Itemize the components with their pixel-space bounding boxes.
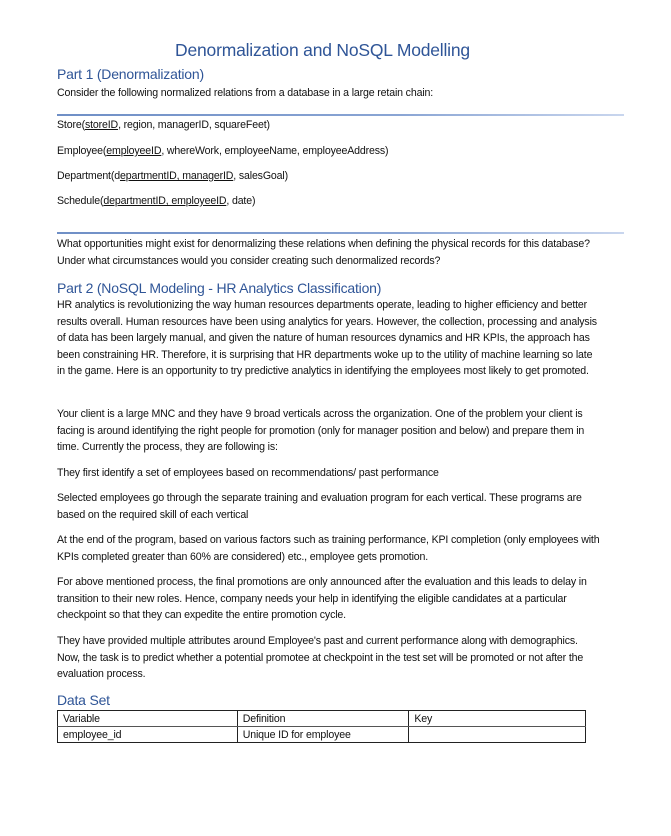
relation-name: Employee( — [57, 145, 107, 157]
relation-key: departmentID, employeeID — [103, 195, 227, 207]
column-header-key: Key — [409, 711, 586, 727]
cell-key — [409, 727, 586, 743]
dataset-heading: Data Set — [57, 692, 110, 708]
relation-attributes: , region, managerID, squareFeet) — [118, 119, 270, 131]
divider-bottom — [57, 232, 624, 234]
relation-name: Store( — [57, 119, 85, 131]
dataset-table — [57, 710, 586, 743]
part2-paragraph: At the end of the program, based on various factors such as training performance, KPI completion (only employees with KPIs completed greater than 60% are considered) etc., employee gets promotion. — [57, 534, 600, 563]
part2-paragraph: Selected employees go through the separate training and evaluation program for each vertical. These programs are based on the required skill of each vertical — [57, 492, 582, 521]
part2-paragraph: For above mentioned process, the final promotions are only announced after the evaluation and this leads to delay in transition to their new roles. Hence, company needs your help in identifying the eligible candidates at a particular checkpoint so that they can expedite the entire promotion cycle. — [57, 576, 587, 622]
relation-attributes: , whereWork, employeeName, employeeAddress) — [161, 145, 389, 157]
table-row — [58, 727, 586, 743]
relation-name: Department(d — [57, 170, 120, 182]
relation-department — [57, 170, 288, 182]
cell-definition: Unique ID for employee — [237, 727, 409, 743]
part1-heading: Part 1 (Denormalization) — [57, 66, 204, 82]
relation-key: storeID — [84, 119, 119, 131]
cell-variable: employee_id — [58, 727, 238, 743]
relation-attributes: , date) — [226, 195, 256, 207]
part2-heading: Part 2 (NoSQL Modeling - HR Analytics Classification) — [57, 280, 382, 296]
relation-name: Schedule( — [57, 195, 104, 207]
divider-top — [57, 114, 624, 116]
relation-schedule — [57, 195, 255, 207]
relation-store — [57, 119, 270, 131]
relation-key: epartmentID, managerID — [119, 170, 234, 182]
relation-key: employeeID — [106, 145, 162, 157]
relation-employee — [57, 145, 388, 157]
part2-paragraph: They have provided multiple attributes around Employee's past and current performance along with demographics. Now, the task is to predict whether a potential promotee at checkpoint in the test set will be promoted or not after the evaluation process. — [57, 635, 584, 681]
table-header-row — [58, 711, 586, 727]
column-header-variable: Variable — [58, 711, 238, 727]
part2-paragraph: Your client is a large MNC and they have 9 broad verticals across the organization. One of the problem your client is facing is around identifying the right people for promotion (only for manager position and below) and prepare them in time. Currently the process, they are following is: — [57, 408, 585, 454]
document-title: Denormalization and NoSQL Modelling — [175, 40, 470, 60]
column-header-definition: Definition — [237, 711, 409, 727]
part1-intro: Consider the following normalized relations from a database in a large retain chain: — [57, 87, 434, 99]
relation-attributes: , salesGoal) — [233, 170, 288, 182]
part2-paragraph: HR analytics is revolutionizing the way human resources departments operate, leading to higher efficiency and better results overall. Human resources have been using analytics for years. However, the collection, processing and analysis of data has been largely manual, and given the nature of human resources dynamics and HR KPIs, the approach has been constraining HR. Therefore, it is surprising that HR departments woke up to the utility of machine learning so late in the game. Here is an opportunity to try predictive analytics in identifying the employees most likely to get promoted. — [57, 299, 597, 378]
part1-question: What opportunities might exist for denormalizing these relations when defining the physical records for this database? Under what circumstances would you consider creating such denormalized records? — [57, 238, 590, 267]
part2-paragraph: They first identify a set of employees based on recommendations/ past performance — [57, 467, 439, 479]
